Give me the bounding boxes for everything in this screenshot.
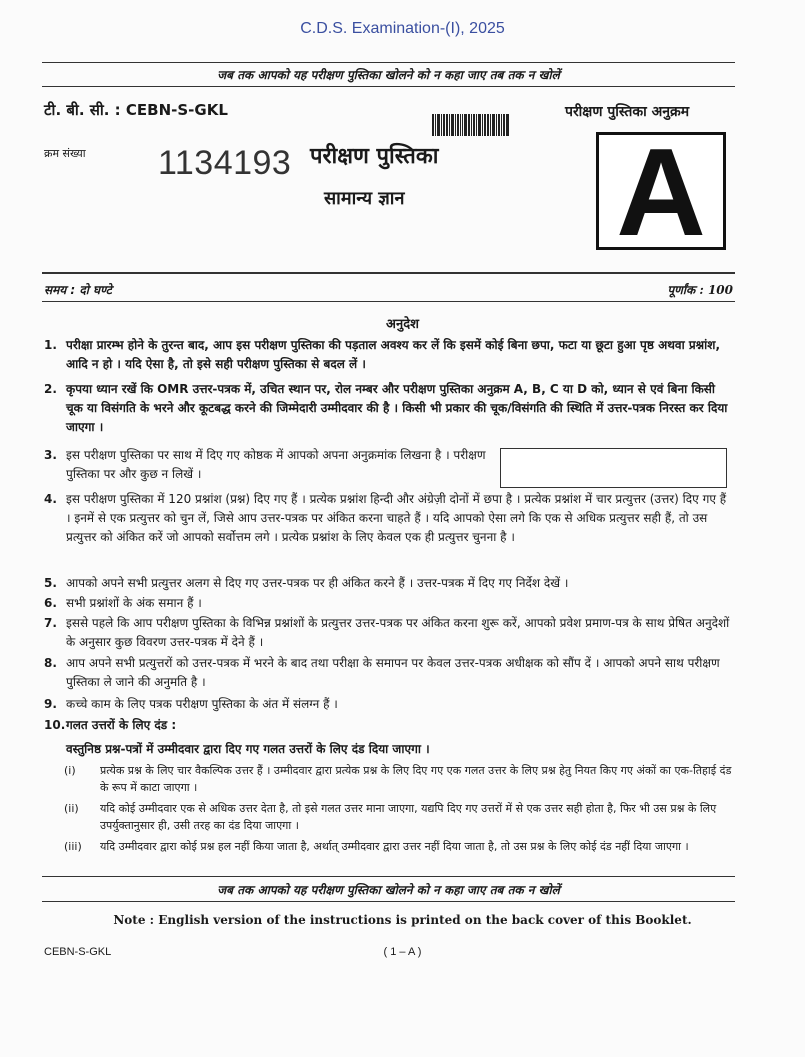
divider (42, 62, 735, 63)
instruction-text: इस परीक्षण पुस्तिका पर साथ में दिए गए कोष्ठक में आपको अपना अनुक्रमांक लिखना है । परीक्षण पुस्तिका पर और कुछ न लिखें । (66, 448, 486, 481)
exam-title: C.D.S. Examination-(I), 2025 (300, 20, 505, 37)
instruction-text: परीक्षा प्रारम्भ होने के तुरन्त बाद, आप इस परीक्षण पुस्तिका की पड़ताल अवश्य कर लें कि इसमें कोई बिना छपा, फटा या छूटा हुआ पृष्ठ अथवा प्रश्नांश, आदि न हो । यदि ऐसा है, तो इसे सही परीक्षण पुस्तिका से बदल लें । (66, 338, 720, 371)
booklet-title: परीक्षण पुस्तिका (310, 144, 439, 169)
subject-title: सामान्य ज्ञान (324, 188, 405, 209)
instruction-number: 3. (44, 448, 57, 462)
barcode (432, 114, 520, 136)
instruction-text: आप अपने सभी प्रत्युत्तरों को उत्तर-पत्रक में भरने के बाद तथा परीक्षा के समापन पर केवल उत्तर-पत्रक अधीक्षक को सौंप दें । आपको अपने साथ परीक्षण पुस्तिका ले जाने की अनुमति है । (66, 656, 720, 689)
penalty-point-number: (iii) (64, 840, 82, 853)
penalty-point (64, 800, 734, 834)
divider (42, 301, 735, 302)
instruction-item (44, 716, 734, 735)
instruction-number: 8. (44, 656, 57, 670)
serial-number: 1134193 (158, 144, 292, 182)
do-not-open-banner-top: जब तक आपको यह परीक्षण पुस्तिका खोलने को न कहा जाए तब तक न खोलें (217, 68, 560, 82)
penalty-point-text: यदि कोई उम्मीदवार एक से अधिक उत्तर देता है, तो इसे गलत उत्तर माना जाएगा, यद्यपि दिए गए उत्तरों में से एक उत्तर सही होता है, फिर भी उस प्रश्न के लिए उपर्युक्तानुसार ही, उसी तरह का दंड दिया जाएगा । (100, 802, 717, 832)
penalty-lead-text: वस्तुनिष्ठ प्रश्न-पत्रों में उम्मीदवार द्वारा दिए गए गलत उत्तरों के लिए दंड दिया जाएगा । (66, 742, 430, 756)
instruction-number: 4. (44, 492, 57, 506)
english-version-note: Note : English version of the instructions is printed on the back cover of this Booklet. (113, 913, 692, 927)
serial-label: क्रम संख्या (44, 147, 86, 160)
instruction-number: 7. (44, 616, 57, 630)
instruction-number: 6. (44, 596, 57, 610)
instruction-text: कृपया ध्यान रखें कि OMR उत्तर-पत्रक में, उचित स्थान पर, रोल नम्बर और परीक्षण पुस्तिका अनुक्रम A, B, C या D को, ध्यान से एवं बिना किसी चूक या विसंगति के भरने और कूटबद्ध करने की जिम्मेदारी उम्मीदवार की है । किसी भी प्रकार की चूक/विसंगति की स्थिति में उत्तर-पत्रक निरस्त कर दिया जाएगा । (66, 382, 728, 434)
series-box (596, 124, 726, 262)
instruction-number: 2. (44, 382, 57, 396)
penalty-point-text: यदि उम्मीदवार द्वारा कोई प्रश्न हल नहीं किया जाता है, अर्थात् उम्मीदवार द्वारा उत्तर नहीं दिया जाता है, तो उस प्रश्न के लिए कोई दंड नहीं दिया जाएगा । (100, 840, 689, 853)
instructions-heading: अनुदेश (386, 317, 419, 332)
page-number: ( 1 – A ) (383, 946, 422, 958)
tbc-code: टी. बी. सी. : CEBN-S-GKL (44, 101, 228, 119)
instruction-number: 9. (44, 697, 57, 711)
instruction-item (44, 574, 734, 593)
penalty-point-number: (ii) (64, 802, 79, 815)
divider (42, 86, 735, 87)
instruction-number: 10. (44, 718, 66, 732)
instruction-item (44, 614, 734, 652)
instruction-item (44, 380, 734, 437)
roll-number-box[interactable] (500, 448, 727, 488)
instruction-item (44, 594, 734, 613)
penalty-point-text: प्रत्येक प्रश्न के लिए चार वैकल्पिक उत्तर हैं । उम्मीदवार द्वारा प्रत्येक प्रश्न के लिए दिए गए एक गलत उत्तर के लिए प्रश्न हेतु नियत किए गए अंकों का एक-तिहाई दंड के रूप में काटा जाएगा । (100, 764, 732, 794)
instruction-text: कच्चे काम के लिए पत्रक परीक्षण पुस्तिका के अंत में संलग्न हैं । (66, 697, 338, 711)
penalty-lead (44, 740, 734, 759)
instruction-text: इस परीक्षण पुस्तिका में 120 प्रश्नांश (प्रश्न) दिए गए हैं । प्रत्येक प्रश्नांश हिन्दी और अंग्रेज़ी दोनों में छपा है । प्रत्येक प्रश्नांश में चार प्रत्युत्तर (उत्तर) दिए गए हैं । इनमें से एक प्रत्युत्तर को चुन लें, जिसे आप उत्तर-पत्रक पर अंकित करना चाहते हैं । यदि आपको ऐसा लगे कि एक से अधिक प्रत्युत्तर सही हैं, तो उस प्रत्युत्तर को अंकित करें जो आपको सर्वोत्तम लगे । प्रत्येक प्रश्नांश के लिए केवल एक ही प्रत्युत्तर चुनना है । (66, 492, 727, 544)
instruction-text: सभी प्रश्नांशों के अंक समान हैं । (66, 596, 202, 610)
instruction-item (44, 490, 734, 547)
series-letter: A (616, 124, 706, 262)
divider (42, 901, 735, 902)
instruction-text: आपको अपने सभी प्रत्युत्तर अलग से दिए गए उत्तर-पत्रक पर ही अंकित करने हैं । उत्तर-पत्रक में दिए गए निर्देश देखें । (66, 576, 569, 590)
divider (42, 272, 735, 274)
do-not-open-banner-bottom: जब तक आपको यह परीक्षण पुस्तिका खोलने को न कहा जाए तब तक न खोलें (217, 883, 560, 897)
penalty-point-number: (i) (64, 764, 76, 777)
instruction-text: इससे पहले कि आप परीक्षण पुस्तिका के विभिन्न प्रश्नांशों के प्रत्युत्तर उत्तर-पत्रक पर अंकित करना शुरू करें, आपको प्रवेश प्रमाण-पत्र के साथ प्रेषित अनुदेशों के अनुसार कुछ विवरण उत्तर-पत्रक में देने हैं । (66, 616, 730, 649)
booklet-series-label: परीक्षण पुस्तिका अनुक्रम (565, 104, 690, 120)
penalty-point (64, 762, 734, 796)
instruction-item (44, 695, 734, 714)
penalty-point (64, 838, 734, 855)
footer-code: CEBN-S-GKL (44, 946, 112, 958)
instruction-item (44, 654, 734, 692)
instruction-text: गलत उत्तरों के लिए दंड : (66, 718, 177, 732)
divider (42, 876, 735, 877)
max-marks-label: पूर्णांक : 100 (667, 283, 733, 297)
instruction-number: 1. (44, 338, 57, 352)
instruction-number: 5. (44, 576, 57, 590)
time-label: समय : दो घण्टे (44, 283, 112, 297)
instruction-item (44, 336, 734, 374)
